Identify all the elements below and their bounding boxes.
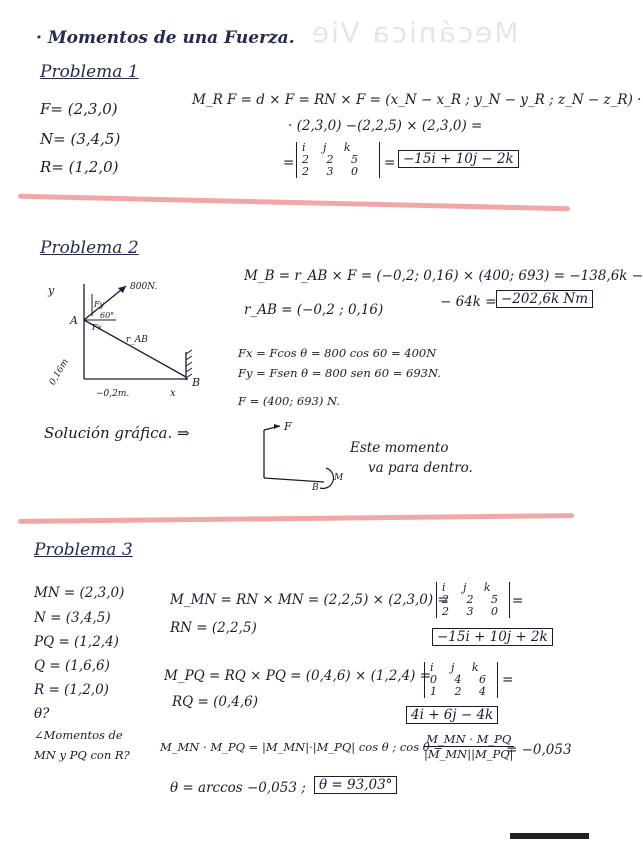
p2-fx: Fx = Fcos θ = 800 cos 60 = 400N [238,346,437,360]
p1-equals-2: = [384,155,396,171]
p1-given-n: N= (3,4,5) [40,130,121,148]
height-label: 0,16m [47,357,71,388]
p2-f: F = (400; 693) N. [238,394,340,408]
section-divider [18,194,570,212]
angle-label: 60° [100,311,115,320]
p1-result-box: −15i + 10j − 2k [398,150,519,168]
fx-label: Fx [92,323,103,332]
p3-given-theta: θ? [34,706,50,722]
p2-grafica-note-1: Este momento [350,440,449,456]
p3-result-1-box: −15i + 10j + 2k [432,628,553,646]
bleed-through-text: Mecánica Vie [310,16,519,49]
p3-equation-2: M_PQ = RQ × PQ = (0,4,6) × (1,2,4) = [164,668,432,684]
section-divider-2 [18,513,574,524]
p2-grafica-label: Solución gráfica. ⇒ [44,424,190,442]
graphic-m-label: M [334,473,344,483]
p2-equation-1: M_B = r_AB × F = (−0,2; 0,16) × (400; 693) = −138,6k − [244,268,643,284]
p3-given-r: R = (1,2,0) [34,682,109,698]
p2-graphic-sketch [254,418,364,498]
p3-rq: RQ = (0,4,6) [172,694,259,710]
rab-label: r_AB [126,335,148,345]
p1-determinant: i j k 2 2 5 2 3 0 [296,142,380,178]
p3-determinant-1: i j k 2 2 5 2 3 0 [436,582,510,618]
p3-fraction-den: |M_MN||M_PQ| [424,747,514,761]
p3-given-mn: MN = (2,3,0) [34,585,125,601]
p3-determinant-2: i j k 0 4 6 1 2 4 [424,662,498,698]
p3-result-2-box: 4i + 6j − 4k [406,706,498,724]
page-title: · Momentos de una Fuerza. [36,28,295,48]
p3-equation-4: θ = arccos −0,053 ; [170,780,306,796]
width-label: −0,2m. [96,389,130,399]
point-a-label: A [70,314,78,327]
p1-given-f: F= (2,3,0) [40,100,118,118]
p1-equation-2: · (2,3,0) −(2,2,5) × (2,3,0) = [288,118,483,134]
p2-equation-2: − 64k = [440,294,497,310]
p3-cos-result: = −0,053 [506,742,572,758]
p1-equals: = [283,155,295,171]
graphic-b-label: B [312,483,319,493]
p3-given-pq: PQ = (1,2,4) [34,634,119,650]
p1-given-r: R= (1,2,0) [40,158,119,176]
p3-fraction-num: M_MN · M_PQ [424,732,514,747]
p3-equation-1: M_MN = RN × MN = (2,2,5) × (2,3,0) = [170,592,449,608]
problem2-diagram [38,274,208,404]
p3-question-1: ∠Momentos de [34,728,123,742]
p3-equals-1: = [512,593,524,609]
p3-question-2: MN y PQ con R? [34,748,130,762]
axis-y-label: y [48,284,55,297]
p3-given-q: Q = (1,6,6) [34,658,110,674]
problem3-title: Problema 3 [34,540,133,560]
problem2-title: Problema 2 [40,238,139,258]
p2-fy: Fy = Fsen θ = 800 sen 60 = 693N. [238,366,441,380]
p3-result-3-box: θ = 93,03° [314,776,397,794]
problem1-title: Problema 1 [40,62,139,82]
graphic-f-label: F [284,420,292,433]
p2-grafica-note-2: va para dentro. [368,460,473,476]
point-b-label: B [192,376,201,389]
p3-rn: RN = (2,2,5) [170,620,257,636]
p3-equation-3: M_MN · M_PQ = |M_MN|·|M_PQ| cos θ ; cos θ = [160,740,443,754]
force-label: 800N. [130,282,158,292]
p3-fraction [424,732,514,761]
p3-equals-2: = [502,672,514,688]
p2-result-box: −202,6k Nm [496,290,593,308]
p2-rab: r_AB = (−0,2 ; 0,16) [244,302,384,318]
footer-watermark [510,833,589,839]
p3-given-n: N = (3,4,5) [34,610,111,626]
p1-equation-1: M_R F = d × F = RN × F = (x_N − x_R ; y_N − y_R ; z_N − z_R) · [192,92,642,108]
axis-x-label: x [170,388,176,399]
fy-label: Fy [94,300,105,309]
